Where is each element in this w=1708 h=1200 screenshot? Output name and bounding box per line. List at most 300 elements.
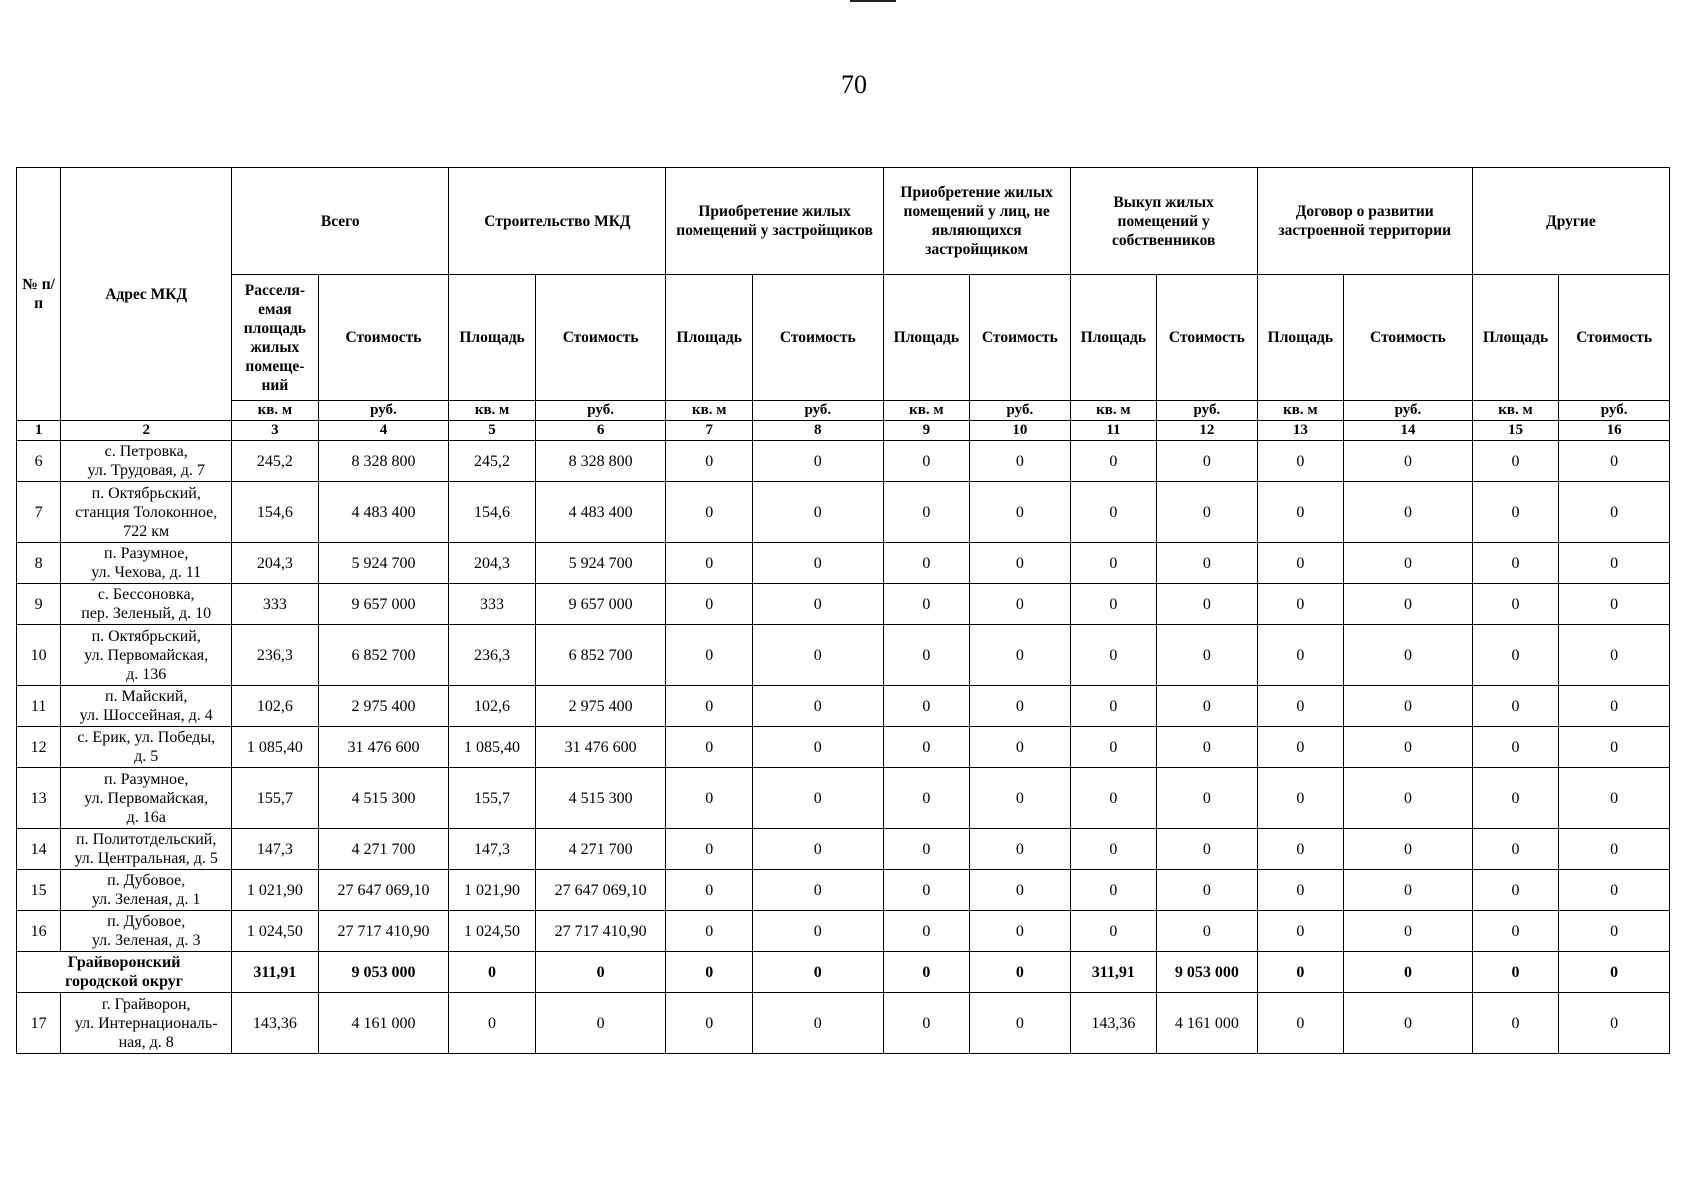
column-number: 2	[61, 421, 232, 441]
area-cell: 0	[666, 829, 752, 870]
cost-cell: 31 476 600	[318, 727, 449, 768]
address-cell	[61, 727, 232, 768]
area-cell: 0	[1070, 584, 1156, 625]
table-row	[17, 829, 1670, 870]
row-number-cell: 9	[17, 584, 61, 625]
cost-cell: 0	[970, 441, 1071, 482]
address-cell	[61, 829, 232, 870]
cost-cell: 0	[970, 870, 1071, 911]
area-cell: 0	[883, 441, 969, 482]
address-cell	[61, 482, 232, 543]
area-cell: 0	[1472, 952, 1558, 993]
header-sub: Площадь	[1257, 275, 1343, 401]
cost-cell: 0	[752, 768, 883, 829]
area-cell: 0	[1257, 482, 1343, 543]
cost-cell: 0	[1157, 625, 1258, 686]
address-line: 722 км	[123, 522, 170, 540]
area-cell: 0	[1472, 482, 1558, 543]
area-cell: 236,3	[449, 625, 535, 686]
cost-cell: 27 647 069,10	[318, 870, 449, 911]
cost-cell: 0	[1344, 768, 1473, 829]
area-cell: 0	[1070, 543, 1156, 584]
row-number-cell: 8	[17, 543, 61, 584]
area-cell: 0	[883, 952, 969, 993]
address-line: п. Политотдельский,	[76, 831, 217, 848]
area-cell: 0	[666, 993, 752, 1054]
cost-cell: 0	[1344, 727, 1473, 768]
area-cell: 0	[666, 952, 752, 993]
cost-cell: 4 161 000	[318, 993, 449, 1054]
cost-cell: 0	[752, 584, 883, 625]
cost-cell: 5 924 700	[318, 543, 449, 584]
address-line: Грайворонский	[67, 954, 181, 971]
cost-cell: 0	[1559, 911, 1670, 952]
area-cell: 311,91	[1070, 952, 1156, 993]
address-cell	[61, 543, 232, 584]
cost-cell: 0	[1157, 727, 1258, 768]
group-row	[17, 952, 1670, 993]
header-unit: кв. м	[883, 401, 969, 421]
cost-cell: 0	[1559, 993, 1670, 1054]
cost-cell: 0	[1559, 952, 1670, 993]
row-number-cell: 6	[17, 441, 61, 482]
cost-cell: 0	[970, 768, 1071, 829]
area-cell: 236,3	[232, 625, 318, 686]
area-cell: 1 085,40	[232, 727, 318, 768]
row-number-cell: 10	[17, 625, 61, 686]
header-unit: кв. м	[666, 401, 752, 421]
header-row-column-numbers	[17, 421, 1670, 441]
cost-cell: 0	[1559, 441, 1670, 482]
cost-cell: 0	[1344, 952, 1473, 993]
address-cell	[61, 441, 232, 482]
area-cell: 0	[1472, 584, 1558, 625]
header-sub: Площадь	[1472, 275, 1558, 401]
address-line: ул. Первомайская,	[84, 646, 209, 664]
area-cell: 1 024,50	[449, 911, 535, 952]
header-group-from-developers: Приобретение жилых помещений у застройщиков	[666, 168, 883, 275]
address-cell	[61, 686, 232, 727]
cost-cell: 0	[1157, 768, 1258, 829]
cost-cell: 0	[1344, 870, 1473, 911]
area-cell: 0	[1257, 829, 1343, 870]
cost-cell: 2 975 400	[318, 686, 449, 727]
header-sub: Стоимость	[970, 275, 1071, 401]
row-number-cell: 17	[17, 993, 61, 1054]
area-cell: 0	[883, 584, 969, 625]
header-group-construction: Строительство МКД	[449, 168, 666, 275]
cost-cell: 9 657 000	[535, 584, 666, 625]
area-cell: 0	[1472, 993, 1558, 1054]
header-unit: кв. м	[1257, 401, 1343, 421]
area-cell: 143,36	[232, 993, 318, 1054]
address-line: г. Грайворон,	[101, 995, 191, 1013]
header-row-groups	[17, 168, 1670, 275]
area-cell: 0	[883, 543, 969, 584]
column-number: 16	[1559, 421, 1670, 441]
area-cell: 102,6	[232, 686, 318, 727]
header-sub: Площадь	[1070, 275, 1156, 401]
area-cell: 1 024,50	[232, 911, 318, 952]
table-row	[17, 911, 1670, 952]
header-group-from-non-developers: Приобретение жилых помещений у лиц, не являющихся застройщиком	[883, 168, 1070, 275]
cost-cell: 0	[1157, 441, 1258, 482]
area-cell: 333	[232, 584, 318, 625]
cost-cell: 8 328 800	[318, 441, 449, 482]
header-sub: Стоимость	[752, 275, 883, 401]
area-cell: 0	[1070, 768, 1156, 829]
cost-cell: 0	[1559, 482, 1670, 543]
area-cell: 0	[1257, 584, 1343, 625]
header-sub: Расселя- емая площадь жилых помеще- ний	[232, 275, 318, 401]
area-cell: 0	[1472, 441, 1558, 482]
address-line: ул. Интернациональ-	[74, 1014, 218, 1032]
table-row	[17, 482, 1670, 543]
column-number: 10	[970, 421, 1071, 441]
column-number: 4	[318, 421, 449, 441]
cost-cell: 0	[752, 727, 883, 768]
area-cell: 0	[1472, 727, 1558, 768]
area-cell: 0	[1257, 625, 1343, 686]
address-line: ул. Зеленая, д. 1	[91, 891, 201, 908]
cost-cell: 0	[1157, 584, 1258, 625]
cost-cell: 9 053 000	[1157, 952, 1258, 993]
address-line: ул. Первомайская,	[84, 789, 209, 807]
column-number: 5	[449, 421, 535, 441]
area-cell: 1 021,90	[449, 870, 535, 911]
address-line: с. Бессоновка,	[97, 586, 195, 603]
cost-cell: 0	[1344, 911, 1473, 952]
address-line: п. Октябрьский,	[91, 627, 201, 645]
address-cell	[61, 625, 232, 686]
cost-cell: 0	[970, 584, 1071, 625]
area-cell: 0	[1070, 727, 1156, 768]
header-sub: Стоимость	[318, 275, 449, 401]
area-cell: 0	[1257, 727, 1343, 768]
column-number: 3	[232, 421, 318, 441]
cost-cell: 27 717 410,90	[318, 911, 449, 952]
address-line: п. Разумное,	[104, 545, 189, 562]
table-row	[17, 441, 1670, 482]
header-sub: Площадь	[883, 275, 969, 401]
table-row	[17, 686, 1670, 727]
area-cell: 0	[1070, 625, 1156, 686]
cost-cell: 0	[752, 870, 883, 911]
address-line: ул. Центральная, д. 5	[74, 850, 218, 867]
area-cell: 204,3	[232, 543, 318, 584]
header-num: № п/п	[17, 168, 61, 421]
area-cell: 0	[666, 768, 752, 829]
address-line: п. Майский,	[104, 688, 188, 705]
area-cell: 0	[666, 870, 752, 911]
cost-cell: 0	[970, 686, 1071, 727]
table-row	[17, 768, 1670, 829]
header-group-buyout: Выкуп жилых помещений у собственников	[1070, 168, 1257, 275]
table-row	[17, 727, 1670, 768]
cost-cell: 4 161 000	[1157, 993, 1258, 1054]
header-sub: Стоимость	[1344, 275, 1473, 401]
table-row	[17, 543, 1670, 584]
header-row-units	[17, 401, 1670, 421]
area-cell: 0	[1472, 543, 1558, 584]
column-number: 1	[17, 421, 61, 441]
cost-cell: 0	[970, 543, 1071, 584]
cost-cell: 0	[1559, 727, 1670, 768]
cost-cell: 0	[1157, 829, 1258, 870]
cost-cell: 0	[970, 727, 1071, 768]
cost-cell: 0	[752, 829, 883, 870]
column-number: 13	[1257, 421, 1343, 441]
address-cell	[61, 911, 232, 952]
area-cell: 0	[1070, 870, 1156, 911]
cost-cell: 27 717 410,90	[535, 911, 666, 952]
row-number-cell: 14	[17, 829, 61, 870]
area-cell: 147,3	[449, 829, 535, 870]
area-cell: 0	[1472, 768, 1558, 829]
column-number: 9	[883, 421, 969, 441]
header-unit: руб.	[1559, 401, 1670, 421]
cost-cell: 9 657 000	[318, 584, 449, 625]
address-line: с. Ерик, ул. Победы,	[77, 729, 216, 746]
header-sub: Площадь	[666, 275, 752, 401]
area-cell: 311,91	[232, 952, 318, 993]
address-line: ул. Чехова, д. 11	[91, 564, 202, 581]
row-number-cell: 11	[17, 686, 61, 727]
area-cell: 0	[666, 686, 752, 727]
cost-cell: 0	[1344, 625, 1473, 686]
cost-cell: 0	[1157, 482, 1258, 543]
area-cell: 0	[883, 625, 969, 686]
header-unit: руб.	[1157, 401, 1258, 421]
row-number-cell: 7	[17, 482, 61, 543]
address-line: городской округ	[65, 973, 184, 990]
cost-cell: 0	[1344, 482, 1473, 543]
area-cell: 0	[1070, 911, 1156, 952]
area-cell: 0	[666, 543, 752, 584]
address-line: д. 16а	[126, 808, 166, 826]
table-row	[17, 625, 1670, 686]
header-sub: Стоимость	[1559, 275, 1670, 401]
area-cell: 0	[1472, 686, 1558, 727]
area-cell: 0	[1257, 543, 1343, 584]
area-cell: 0	[666, 625, 752, 686]
cost-cell: 4 271 700	[535, 829, 666, 870]
address-line: п. Разумное,	[104, 770, 189, 788]
address-cell	[61, 584, 232, 625]
address-cell	[61, 993, 232, 1054]
header-unit: кв. м	[449, 401, 535, 421]
area-cell: 204,3	[449, 543, 535, 584]
row-number-cell: 16	[17, 911, 61, 952]
cost-cell: 4 515 300	[318, 768, 449, 829]
cost-cell: 0	[1157, 911, 1258, 952]
cost-cell: 5 924 700	[535, 543, 666, 584]
cost-cell: 0	[752, 911, 883, 952]
area-cell: 245,2	[232, 441, 318, 482]
address-line: п. Дубовое,	[107, 913, 186, 930]
cost-cell: 4 483 400	[318, 482, 449, 543]
row-number-cell: 15	[17, 870, 61, 911]
cost-cell: 0	[1344, 993, 1473, 1054]
cost-cell: 2 975 400	[535, 686, 666, 727]
address-line: д. 136	[126, 665, 167, 683]
address-line: д. 5	[134, 748, 159, 765]
row-number-cell: 12	[17, 727, 61, 768]
cost-cell: 0	[535, 993, 666, 1054]
area-cell: 0	[1472, 829, 1558, 870]
page-number: 70	[841, 70, 867, 99]
area-cell: 0	[883, 829, 969, 870]
cost-cell: 0	[752, 686, 883, 727]
header-row-subcolumns	[17, 275, 1670, 401]
area-cell: 0	[1070, 482, 1156, 543]
header-sub: Площадь	[449, 275, 535, 401]
cost-cell: 0	[1559, 543, 1670, 584]
table-row	[17, 993, 1670, 1054]
address-line: ул. Трудовая, д. 7	[87, 462, 205, 479]
area-cell: 143,36	[1070, 993, 1156, 1054]
cost-cell: 0	[752, 993, 883, 1054]
cost-cell: 0	[752, 952, 883, 993]
cost-cell: 0	[1157, 870, 1258, 911]
header-unit: руб.	[1344, 401, 1473, 421]
cost-cell: 0	[752, 482, 883, 543]
cost-cell: 0	[752, 441, 883, 482]
header-unit: руб.	[970, 401, 1071, 421]
area-cell: 0	[1257, 870, 1343, 911]
column-number: 14	[1344, 421, 1473, 441]
area-cell: 155,7	[232, 768, 318, 829]
cost-cell: 0	[1559, 584, 1670, 625]
cost-cell: 6 852 700	[535, 625, 666, 686]
area-cell: 0	[666, 441, 752, 482]
address-cell	[61, 768, 232, 829]
address-cell	[61, 870, 232, 911]
area-cell: 0	[883, 686, 969, 727]
header-group-other: Другие	[1472, 168, 1669, 275]
cost-cell: 4 515 300	[535, 768, 666, 829]
cost-cell: 0	[1559, 686, 1670, 727]
address-line: станция Толоконное,	[75, 503, 218, 521]
area-cell: 102,6	[449, 686, 535, 727]
column-number: 15	[1472, 421, 1558, 441]
cost-cell: 0	[1344, 686, 1473, 727]
cost-cell: 27 647 069,10	[535, 870, 666, 911]
cost-cell: 0	[970, 993, 1071, 1054]
table-header	[17, 168, 1670, 441]
area-cell: 0	[883, 482, 969, 543]
area-cell: 0	[1257, 768, 1343, 829]
header-group-total: Всего	[232, 168, 449, 275]
area-cell: 0	[883, 993, 969, 1054]
area-cell: 245,2	[449, 441, 535, 482]
row-number-cell: 13	[17, 768, 61, 829]
area-cell: 333	[449, 584, 535, 625]
cost-cell: 0	[1559, 768, 1670, 829]
address-line: п. Октябрьский,	[91, 484, 201, 502]
area-cell: 0	[883, 911, 969, 952]
area-cell: 0	[666, 911, 752, 952]
cost-cell: 0	[970, 482, 1071, 543]
header-group-territory-agreement: Договор о развитии застроенной территории	[1257, 168, 1472, 275]
area-cell: 0	[1472, 625, 1558, 686]
area-cell: 0	[883, 870, 969, 911]
area-cell: 1 085,40	[449, 727, 535, 768]
address-line: пер. Зеленый, д. 10	[81, 605, 212, 622]
header-unit: кв. м	[232, 401, 318, 421]
cost-cell: 0	[1344, 584, 1473, 625]
address-line: ул. Шоссейная, д. 4	[79, 707, 213, 724]
cost-cell: 4 271 700	[318, 829, 449, 870]
cost-cell: 0	[1344, 543, 1473, 584]
header-unit: кв. м	[1070, 401, 1156, 421]
area-cell: 0	[666, 482, 752, 543]
area-cell: 0	[1257, 993, 1343, 1054]
header-unit: руб.	[318, 401, 449, 421]
area-cell: 147,3	[232, 829, 318, 870]
area-cell: 0	[1257, 686, 1343, 727]
area-cell: 0	[449, 952, 535, 993]
column-number: 11	[1070, 421, 1156, 441]
cost-cell: 0	[535, 952, 666, 993]
table-row	[17, 584, 1670, 625]
header-sub: Стоимость	[1157, 275, 1258, 401]
column-number: 6	[535, 421, 666, 441]
cost-cell: 6 852 700	[318, 625, 449, 686]
area-cell: 0	[449, 993, 535, 1054]
cost-cell: 0	[1344, 829, 1473, 870]
header-sub: Стоимость	[535, 275, 666, 401]
address-line: ул. Зеленая, д. 3	[91, 932, 201, 949]
area-cell: 0	[1472, 911, 1558, 952]
cost-cell: 8 328 800	[535, 441, 666, 482]
area-cell: 0	[1070, 686, 1156, 727]
header-unit: руб.	[535, 401, 666, 421]
top-edge-mark	[850, 0, 896, 2]
table-row	[17, 870, 1670, 911]
cost-cell: 0	[1559, 870, 1670, 911]
area-cell: 0	[666, 727, 752, 768]
cost-cell: 0	[752, 625, 883, 686]
column-number: 12	[1157, 421, 1258, 441]
area-cell: 154,6	[449, 482, 535, 543]
header-unit: руб.	[752, 401, 883, 421]
header-address: Адрес МКД	[61, 168, 232, 421]
group-name-cell	[17, 952, 232, 993]
address-line: с. Петровка,	[104, 443, 188, 460]
cost-cell: 0	[970, 625, 1071, 686]
cost-cell: 4 483 400	[535, 482, 666, 543]
address-line: ная, д. 8	[118, 1033, 174, 1051]
cost-cell: 31 476 600	[535, 727, 666, 768]
area-cell: 0	[1257, 441, 1343, 482]
area-cell: 155,7	[449, 768, 535, 829]
cost-cell: 0	[970, 829, 1071, 870]
column-number: 8	[752, 421, 883, 441]
area-cell: 0	[1257, 911, 1343, 952]
area-cell: 154,6	[232, 482, 318, 543]
area-cell: 0	[1070, 829, 1156, 870]
table-body	[17, 441, 1670, 1054]
cost-cell: 0	[970, 952, 1071, 993]
area-cell: 0	[666, 584, 752, 625]
area-cell: 0	[883, 768, 969, 829]
cost-cell: 0	[1157, 543, 1258, 584]
area-cell: 0	[1472, 870, 1558, 911]
cost-cell: 9 053 000	[318, 952, 449, 993]
resettlement-table	[16, 167, 1670, 1054]
area-cell: 0	[883, 727, 969, 768]
